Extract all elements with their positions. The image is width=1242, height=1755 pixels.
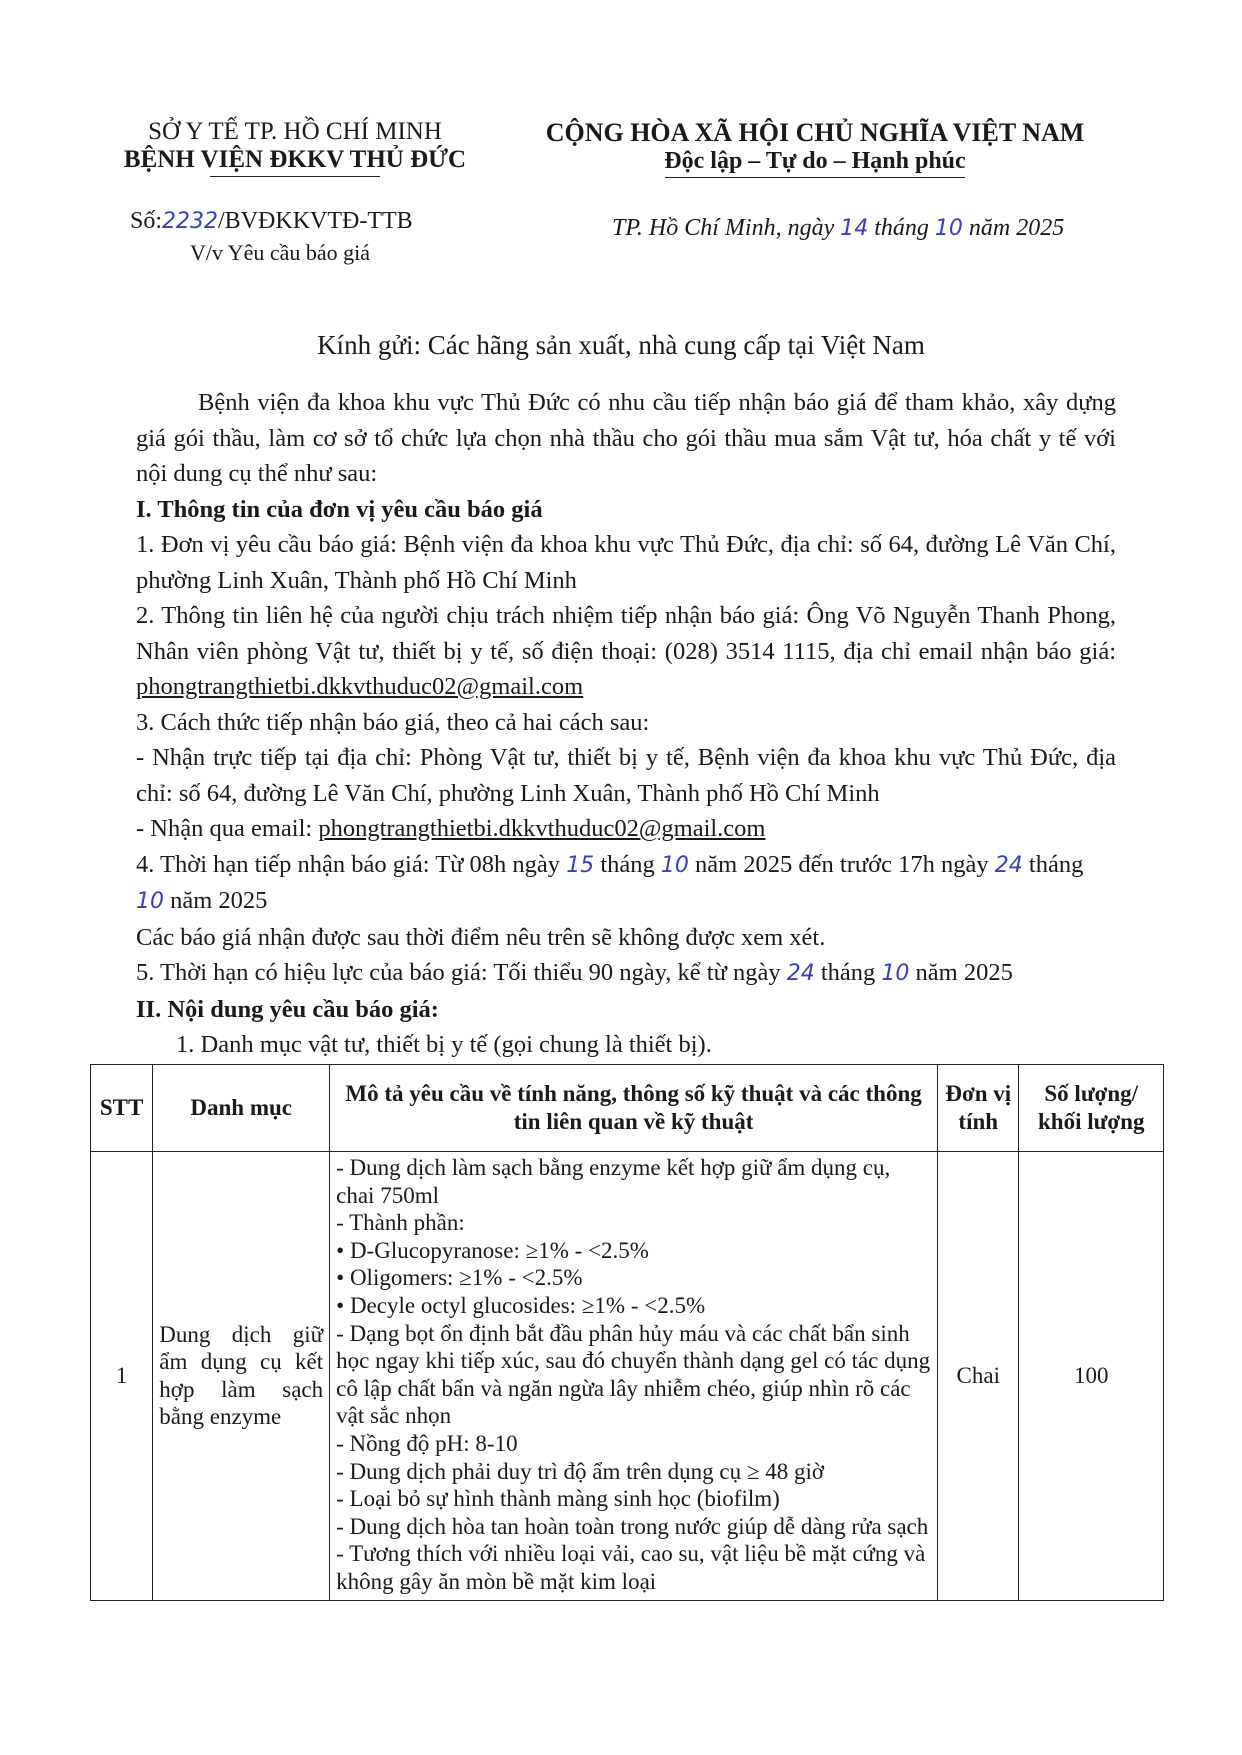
section-1-item-3b	[136, 811, 1116, 847]
national-motto: Độc lập – Tự do – Hạnh phúc	[664, 148, 966, 174]
doc-number-handwritten: 2232	[162, 209, 219, 234]
validity-text-c: năm 2025	[915, 959, 1013, 986]
validity-day: 24	[786, 961, 815, 986]
nation-title: CỘNG HÒA XÃ HỘI CHỦ NGHĨA VIỆT NAM	[545, 118, 1085, 147]
hospital-name: BỆNH VIỆN ĐKKV THỦ ĐỨC	[123, 146, 467, 173]
deadline-text-b: tháng	[600, 850, 655, 878]
deadline-text-e: năm 2025	[170, 887, 268, 914]
description-line: - Dung dịch làm sạch bằng enzyme kết hợp giữ ẩm dụng cụ, chai 750ml	[336, 1155, 891, 1208]
section-1-item-3a: - Nhận trực tiếp tại địa chỉ: Phòng Vật tư, thiết bị y tế, Bệnh viện đa khoa khu vực Thủ Đức, địa chỉ: số 64, đường Lê Văn Chí, phường Linh Xuân, Thành phố Hồ Chí Minh	[136, 744, 1116, 807]
description-line: - Dung dịch phải duy trì độ ẩm trên dụng cụ ≥ 48 giờ	[336, 1458, 825, 1484]
row-quantity: 100	[1019, 1152, 1164, 1601]
deadline-text-d: tháng	[1028, 850, 1084, 878]
date-year: năm 2025	[968, 215, 1065, 241]
deadline-end-day: 24	[994, 852, 1023, 878]
description-line: - Dung dịch hòa tan hoàn toàn trong nước giúp dễ dàng rửa sạch	[336, 1513, 929, 1539]
row-category: Dung dịch giữ ẩm dụng cụ kết hợp làm sạch bằng enzyme	[153, 1152, 330, 1601]
issuer-block	[100, 118, 490, 177]
email-receive-label: - Nhận qua email:	[136, 815, 313, 842]
receive-email-link[interactable]: phongtrangthietbi.dkkvthuduc02@gmail.com	[318, 815, 766, 842]
header-category: Danh mục	[153, 1065, 330, 1152]
deadline-end-month: 10	[136, 889, 164, 914]
motto-underline	[665, 177, 965, 178]
department-name: SỞ Y TẾ TP. HỒ CHÍ MINH	[148, 118, 442, 145]
description-line: - Nồng độ pH: 8-10	[336, 1430, 518, 1456]
date-month-label: tháng	[874, 215, 929, 241]
issuer-underline	[210, 176, 380, 177]
deadline-text-a: 4. Thời hạn tiếp nhận báo giá: Từ 08h ngày	[136, 850, 561, 878]
section-1-item-5	[136, 955, 1116, 992]
section-1-item-4	[136, 847, 1116, 920]
section-1-title: I. Thông tin của đơn vị yêu cầu báo giá	[136, 495, 543, 523]
description-line: - Tương thích với nhiều loại vải, cao su, vật liệu bề mặt cứng và không gây ăn mòn bề mặt kim loại	[336, 1541, 926, 1594]
header-stt: STT	[91, 1065, 153, 1152]
date-place: TP. Hồ Chí Minh, ngày	[612, 215, 835, 241]
description-line: - Loại bỏ sự hình thành màng sinh học (biofilm)	[336, 1486, 780, 1512]
description-line: • Decyle octyl glucosides: ≥1% - <2.5%	[336, 1292, 706, 1318]
header-unit: Đơn vị tính	[938, 1065, 1019, 1152]
items-table	[90, 1064, 1164, 1601]
validity-text-a: 5. Thời hạn có hiệu lực của báo giá: Tối thiểu 90 ngày, kể từ ngày	[136, 959, 781, 986]
row-stt: 1	[91, 1152, 153, 1601]
late-note: Các báo giá nhận được sau thời điểm nêu trên sẽ không được xem xét.	[136, 923, 826, 951]
letter-body	[136, 385, 1116, 1063]
section-1-item-2	[136, 598, 1116, 705]
date-month: 10	[934, 216, 963, 241]
table-header-row	[91, 1065, 1164, 1152]
national-heading	[520, 118, 1110, 178]
section-1-item-1: 1. Đơn vị yêu cầu báo giá: Bệnh viện đa khoa khu vực Thủ Đức, địa chỉ: số 64, đường Lê Văn Chí, phường Linh Xuân, Thành phố Hồ Chí Minh	[136, 531, 1116, 594]
description-line: • D-Glucopyranose: ≥1% - <2.5%	[336, 1237, 649, 1263]
description-line: - Thành phần:	[336, 1210, 465, 1236]
recipient-line: Kính gửi: Các hãng sản xuất, nhà cung cấp tại Việt Nam	[317, 330, 925, 360]
row-unit: Chai	[938, 1152, 1019, 1601]
deadline-text-c: năm 2025 đến trước 17h ngày	[695, 850, 989, 878]
document-date	[612, 215, 1064, 242]
doc-number-prefix: Số:	[130, 208, 163, 234]
document-number	[130, 208, 413, 235]
section-2-sub-1: 1. Danh mục vật tư, thiết bị y tế (gọi chung là thiết bị).	[176, 1031, 712, 1058]
contact-info: 2. Thông tin liên hệ của người chịu trách nhiệm tiếp nhận báo giá: Ông Võ Nguyễn Thanh Phong, Nhân viên phòng Vật tư, thiết bị y tế, số điện thoại: (028) 3514 1115, địa chỉ email nhận báo giá:	[136, 602, 1116, 665]
validity-month: 10	[881, 961, 910, 986]
deadline-start-month: 10	[660, 852, 689, 878]
description-line: • Oligomers: ≥1% - <2.5%	[336, 1265, 583, 1291]
description-line: - Dạng bọt ổn định bắt đầu phân hủy máu và các chất bẩn sinh học ngay khi tiếp xúc, sau đó chuyển thành dạng gel có tác dụng cô lập chất bẩn và ngăn ngừa lây nhiễm chéo, giúp nhìn rõ các vật sắc nhọn	[336, 1320, 931, 1429]
table-row	[91, 1152, 1164, 1601]
section-2-title: II. Nội dung yêu cầu báo giá:	[136, 995, 439, 1023]
intro-paragraph: Bệnh viện đa khoa khu vực Thủ Đức có nhu cầu tiếp nhận báo giá để tham khảo, xây dựng giá gói thầu, làm cơ sở tổ chức lựa chọn nhà thầu cho gói thầu mua sắm Vật tư, hóa chất y tế với nội dung cụ thể như sau:	[136, 389, 1116, 487]
doc-number-suffix: /BVĐKKVTĐ-TTB	[218, 208, 413, 234]
deadline-start-day: 15	[566, 852, 595, 878]
contact-email-link[interactable]: phongtrangthietbi.dkkvthuduc02@gmail.com	[136, 673, 584, 700]
date-day: 14	[840, 216, 869, 241]
header-description: Mô tả yêu cầu về tính năng, thông số kỹ thuật và các thông tin liên quan về kỹ thuật	[330, 1065, 938, 1152]
header-quantity: Số lượng/ khối lượng	[1019, 1065, 1164, 1152]
section-1-item-3: 3. Cách thức tiếp nhận báo giá, theo cả hai cách sau:	[136, 708, 650, 736]
row-description	[330, 1152, 938, 1601]
document-subject: V/v Yêu cầu báo giá	[190, 240, 371, 265]
validity-text-b: tháng	[820, 959, 876, 986]
